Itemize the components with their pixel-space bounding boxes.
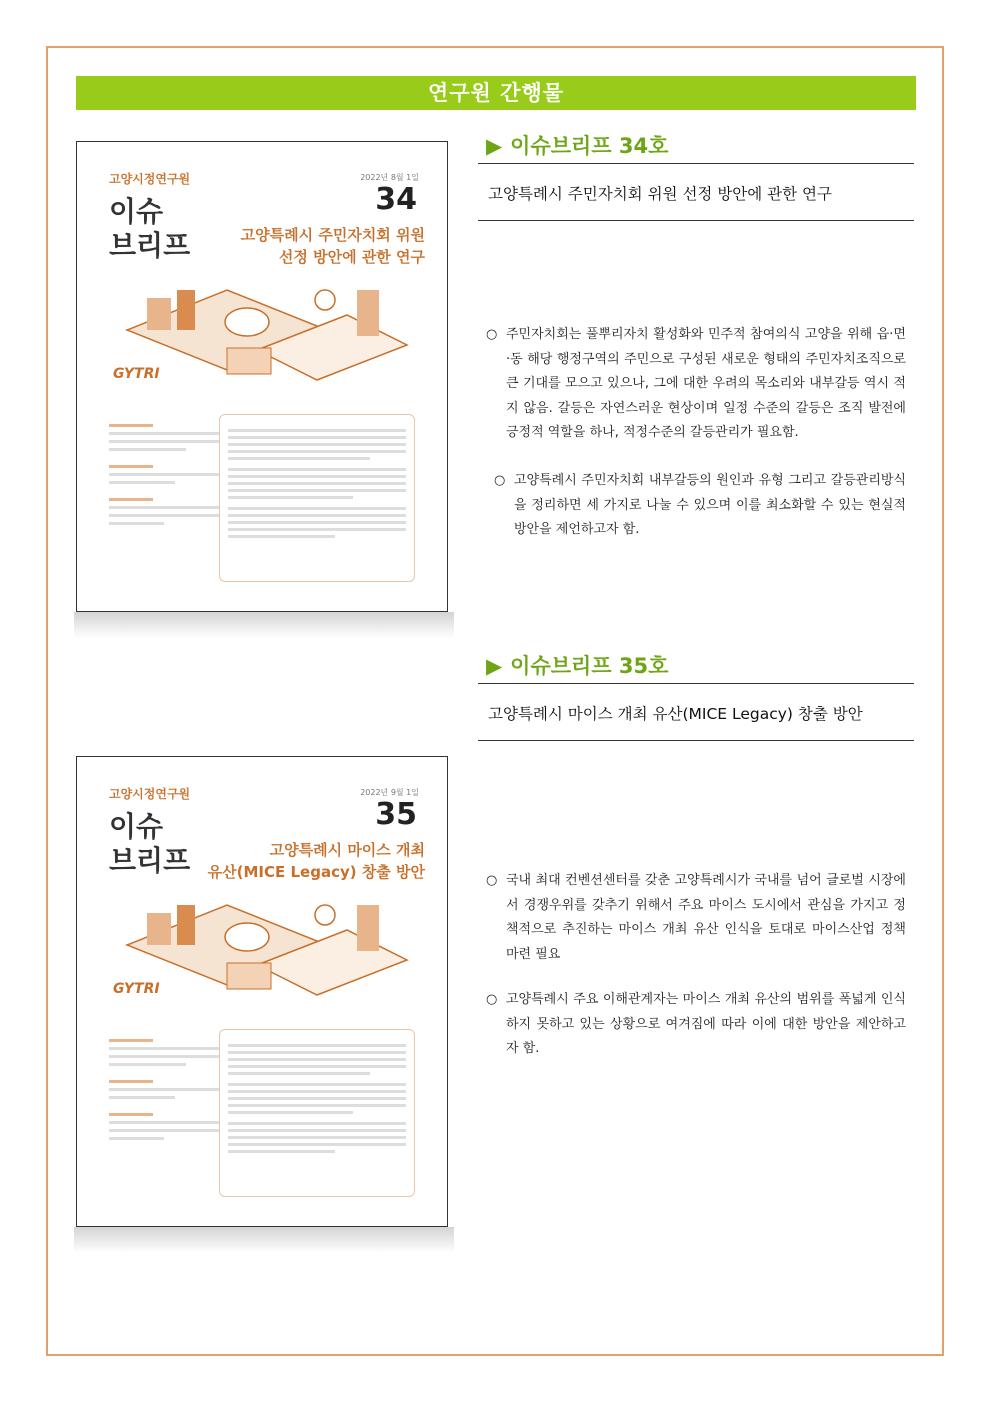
circle-bullet-icon: ○ — [494, 473, 506, 488]
cover-shadow — [74, 612, 454, 638]
cover-number: 34 — [375, 182, 417, 217]
cover-date: 2022년 9월 1일 — [360, 788, 419, 797]
circle-bullet-icon: ○ — [486, 327, 498, 342]
cover-org: 고양시정연구원 — [109, 172, 191, 186]
cover-summary-box — [219, 1029, 415, 1197]
cover-image-34 — [76, 141, 448, 612]
divider — [478, 163, 914, 164]
cover-title: 유산(MICE Legacy) 창출 방안 — [207, 863, 425, 881]
bullet-text: 국내 최대 컨벤션센터를 갖춘 고양특례시가 국내를 넘어 글로벌 시장에서 경쟁우위를 갖추기 위해서 주요 마이스 도시에서 관심을 가지고 정책적으로 추진하는 마이스 개최 유산 인식을 토대로 마이스산업 정책 마련 필요 — [506, 873, 906, 962]
bullet-text: 고양특례시 주요 이해관계자는 마이스 개최 유산의 범위를 폭넓게 인식하지 못하고 있는 상황으로 여겨짐에 따라 이에 대한 방안을 제안하고자 함. — [506, 992, 906, 1057]
bullet-text: 고양특례시 주민자치회 내부갈등의 원인과 유형 그리고 갈등관리방식을 정리하면 세 가지로 나눌 수 있으며 이를 최소화할 수 있는 현실적 방안을 제언하고자 함. — [514, 473, 906, 538]
issue-brief-label: 이슈브리프 35호 — [510, 654, 669, 678]
play-triangle-icon: ▶ — [486, 654, 503, 678]
cover-brand: 이슈 — [109, 810, 164, 843]
summary-bullet — [494, 469, 906, 543]
issue-brief-title: 고양특례시 주민자치회 위원 선정 방안에 관한 연구 — [488, 185, 832, 203]
issue-brief-title: 고양특례시 마이스 개최 유산(MICE Legacy) 창출 방안 — [488, 705, 863, 723]
bullet-text: 주민자치회는 풀뿌리자치 활성화와 민주적 참여의식 고양을 위해 읍·면·동 해당 행정구역의 주민으로 구성된 새로운 형태의 주민자치조직으로 큰 기대를 모으고 있으나, 그에 대한 우려의 목소리와 내부갈등 역시 적지 않음. 갈등은 자연스러운 현상이며 일정 수준의 갈등은 조직 발전에 긍정적 역할을 하나, 적정수준의 갈등관리가 필요함. — [506, 327, 906, 441]
divider — [478, 740, 914, 741]
issue-brief-header — [486, 130, 668, 160]
cover-sidebar-text — [109, 424, 219, 530]
svg-text:GYTRI: GYTRI — [113, 981, 160, 997]
cover-illustration — [107, 270, 419, 398]
cover-image-35 — [76, 756, 448, 1227]
divider — [478, 683, 914, 684]
issue-brief-header — [486, 650, 668, 680]
cover-title: 선정 방안에 관한 연구 — [278, 248, 425, 266]
summary-bullet — [486, 869, 906, 967]
cover-date: 2022년 8월 1일 — [360, 173, 419, 182]
circle-bullet-icon: ○ — [486, 873, 498, 888]
circle-bullet-icon: ○ — [486, 992, 498, 1007]
cover-brand: 브리프 — [109, 844, 191, 877]
cover-brand: 이슈 — [109, 195, 164, 228]
play-triangle-icon: ▶ — [486, 134, 503, 158]
cover-org: 고양시정연구원 — [109, 787, 191, 801]
cover-illustration — [107, 885, 419, 1013]
svg-text:GYTRI: GYTRI — [113, 366, 160, 382]
cover-summary-box — [219, 414, 415, 582]
summary-bullet — [486, 988, 906, 1062]
cover-sidebar-text — [109, 1039, 219, 1145]
cover-title: 고양특례시 주민자치회 위원 — [240, 226, 425, 244]
divider — [478, 220, 914, 221]
summary-bullet — [486, 323, 906, 446]
cover-number: 35 — [375, 797, 417, 832]
cover-brand: 브리프 — [109, 229, 191, 262]
cover-title: 고양특례시 마이스 개최 — [269, 841, 425, 859]
issue-brief-label: 이슈브리프 34호 — [510, 134, 669, 158]
cover-shadow — [74, 1227, 454, 1253]
page-title-banner: 연구원 간행물 — [76, 76, 916, 110]
